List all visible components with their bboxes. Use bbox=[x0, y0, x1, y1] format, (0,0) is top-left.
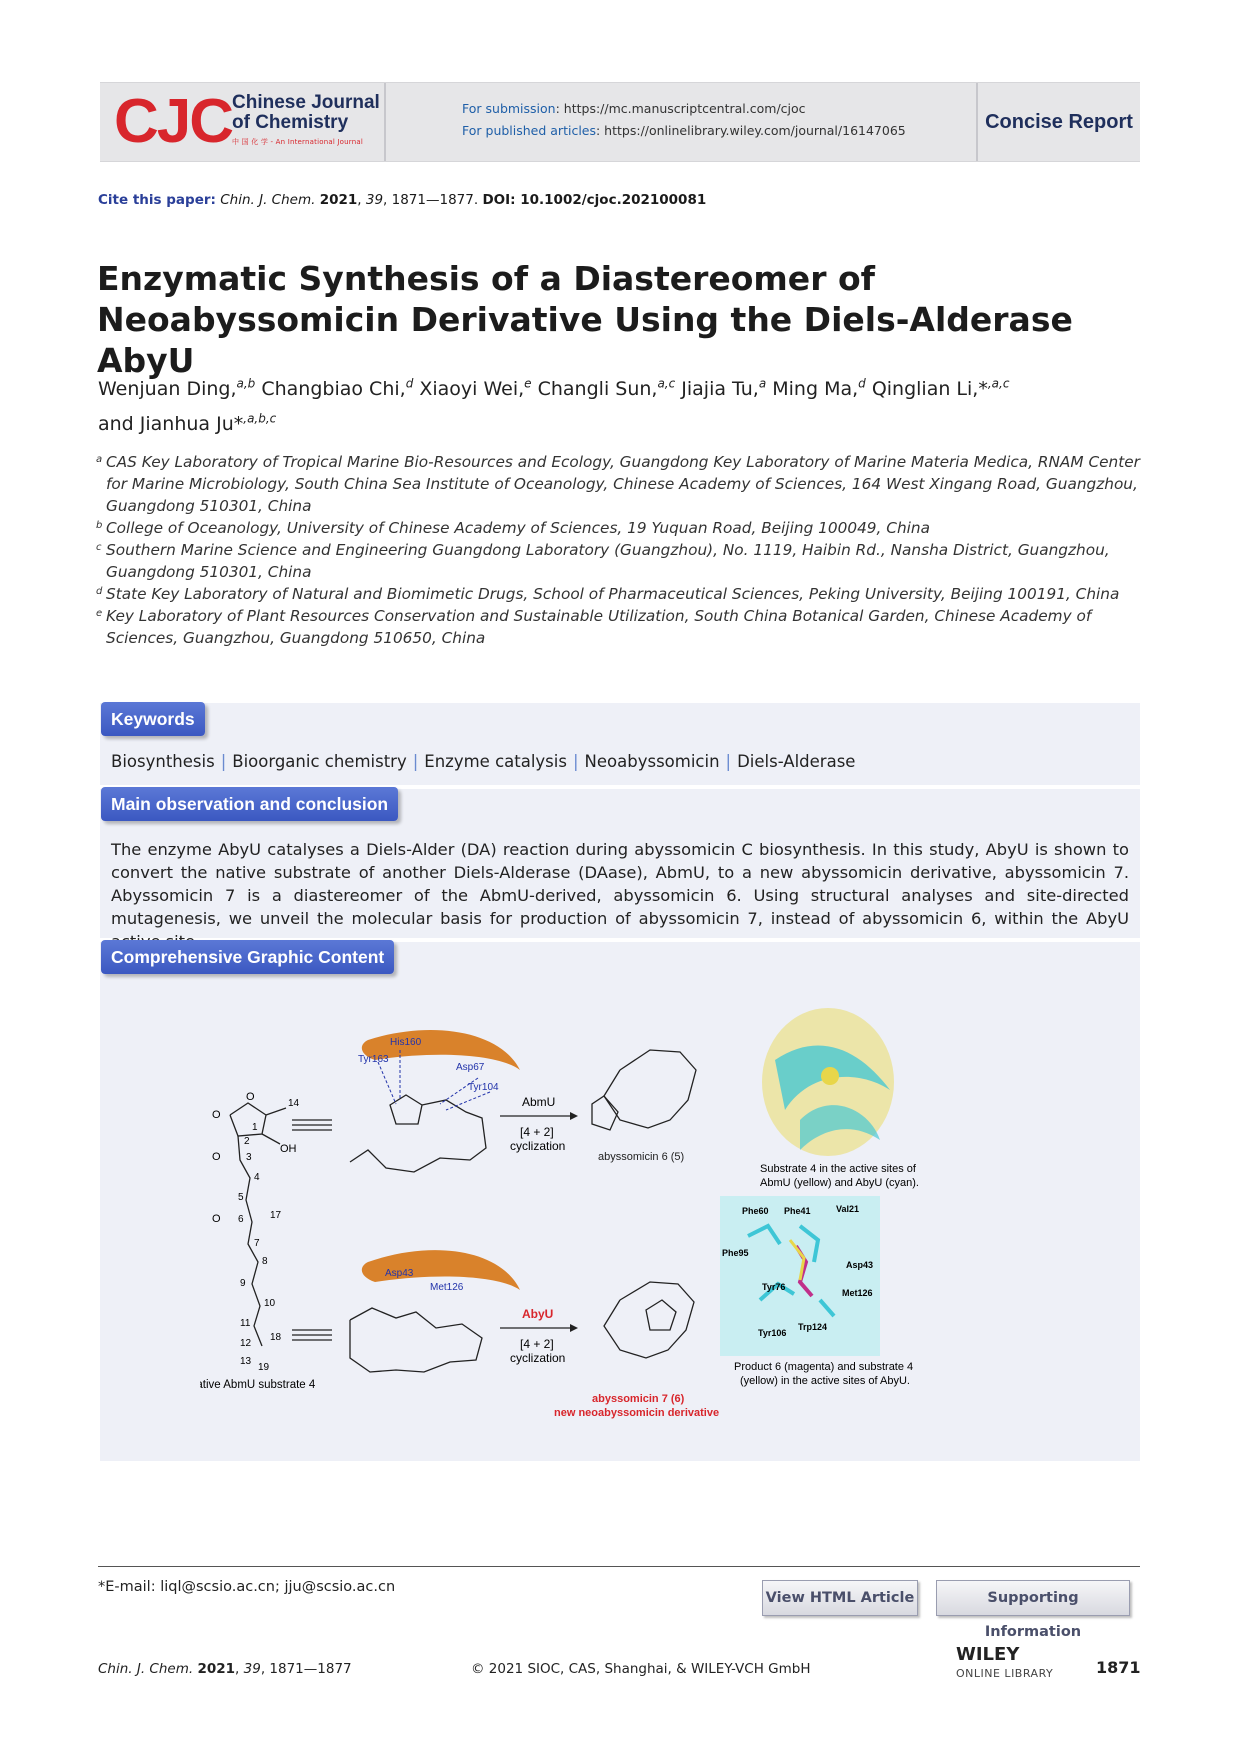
residue-label: Asp67 bbox=[456, 1062, 485, 1073]
affiliation: e Key Laboratory of Plant Resources Conservation and Sustainable Utilization, South China Botanical Garden, Chinese Academy of Sciences, Guangzhou, Guangdong 510650, China bbox=[96, 607, 1092, 647]
journal-header bbox=[100, 82, 1140, 162]
cite-line: Cite this paper: Chin. J. Chem. 2021, 39, 1871—1877. DOI: 10.1002/cjoc.202100081 bbox=[98, 192, 707, 208]
atom-number: 19 bbox=[258, 1362, 270, 1373]
author: Ming Ma,$^d$ bbox=[772, 377, 866, 401]
residue-label: Val21 bbox=[836, 1204, 860, 1214]
equivalence-sign bbox=[292, 1120, 332, 1340]
caption: (yellow) in the active sites of AbyU. bbox=[740, 1375, 910, 1387]
residue-label: Met126 bbox=[842, 1288, 873, 1298]
atom-number: 14 bbox=[288, 1098, 300, 1109]
affiliation: c Southern Marine Science and Engineering Guangdong Laboratory (Guangzhou), No. 1119, Haibin Rd., Nansha District, Guangzhou, Guangdong 510301, China bbox=[96, 541, 1110, 581]
enzyme-label: AbmU bbox=[522, 1095, 556, 1109]
bottom-macrocycle bbox=[350, 1308, 482, 1372]
atom-number: 10 bbox=[264, 1298, 276, 1309]
atom-label: O bbox=[246, 1091, 255, 1103]
wiley-logo-subtitle: ONLINE LIBRARY bbox=[956, 1667, 1054, 1680]
affiliation: a CAS Key Laboratory of Tropical Marine Bio-Resources and Ecology, Guangdong Key Laboratory of Marine Materia Medica, RNAM Center for Marine Microbiology, South China Sea Institute of Oceanology, Chinese Academy of Sciences, 164 West Xingang Road, Guangzhou, Guangdong 510301, China bbox=[96, 453, 1140, 515]
atom-number: 7 bbox=[254, 1238, 260, 1249]
atom-number: 2 bbox=[244, 1136, 250, 1147]
keyword: Enzyme catalysis bbox=[424, 752, 567, 771]
top-macrocycle bbox=[350, 1095, 486, 1172]
paper-title: Enzymatic Synthesis of a Diastereomer of Neoabyssomicin Derivative Using the Diels-Alderase AbyU bbox=[97, 259, 1073, 380]
author: Changli Sun,$^{a,c}$ bbox=[537, 377, 676, 401]
residue-label: Phe95 bbox=[722, 1248, 749, 1258]
arrow-head bbox=[570, 1112, 578, 1120]
residue-label: Phe41 bbox=[784, 1206, 811, 1216]
caption: Substrate 4 in the active sites of bbox=[760, 1163, 916, 1175]
residue-label: Phe60 bbox=[742, 1206, 769, 1216]
published-articles-link[interactable]: For published articles: https://onlinelibrary.wiley.com/journal/16147065 bbox=[462, 123, 906, 138]
cjc-logo: CJC bbox=[114, 87, 233, 156]
submission-link[interactable]: For submission: https://mc.manuscriptcentral.com/cjoc bbox=[462, 101, 806, 116]
reaction-label: cyclization bbox=[510, 1351, 566, 1365]
graphic-heading: Comprehensive Graphic Content bbox=[101, 940, 394, 974]
reaction-label: [4 + 2] bbox=[520, 1125, 554, 1139]
author: and Jianhua Ju*$^{,a,b,c}$ bbox=[98, 411, 277, 435]
footer-citation: Chin. J. Chem. 2021, 39, 1871—1877 bbox=[98, 1661, 352, 1677]
correspondence-email: *E-mail: liql@scsio.ac.cn; jju@scsio.ac.cn bbox=[98, 1579, 396, 1595]
supporting-information-button[interactable]: Supporting Information bbox=[936, 1580, 1130, 1616]
product-label: abyssomicin 7 (6) bbox=[592, 1393, 685, 1405]
atom-number: 5 bbox=[238, 1192, 244, 1203]
caption: AbmU (yellow) and AbyU (cyan). bbox=[760, 1177, 919, 1189]
journal-subtitle: 中 国 化 学 - An International Journal bbox=[232, 138, 364, 146]
atom-label: O bbox=[212, 1109, 221, 1121]
main-observation-text: The enzyme AbyU catalyses a Diels-Alder (DA) reaction during abyssomicin C biosynthesis. In this study, AbyU is shown to convert the native substrate of another Diels-Alderase (DAase), AbmU, to a new abyssomicin derivative, abyssomicin 7. Abyssomicin 7 is a diastereomer of the AbmU-derived, abyssomicin 6. Using structural analyses and site-directed mutagenesis, we unveil the molecular basis for production of abyssomicin 7, instead of abyssomicin 6, within the AbyU bbox=[111, 840, 1129, 928]
arrow-head bbox=[570, 1324, 578, 1332]
atom-number: 8 bbox=[262, 1256, 268, 1267]
atom-number: 3 bbox=[246, 1152, 252, 1163]
atom-number: 13 bbox=[240, 1356, 252, 1367]
main-observation-heading: Main observation and conclusion bbox=[101, 787, 398, 821]
keyword: Neoabyssomicin bbox=[584, 752, 720, 771]
atom-label: OH bbox=[280, 1143, 297, 1155]
author: Wenjuan Ding,$^{a,b}$ bbox=[98, 377, 256, 401]
caption: Product 6 (magenta) and substrate 4 bbox=[734, 1361, 914, 1373]
substrate-label: native AbmU substrate 4 bbox=[200, 1379, 316, 1391]
product-6-structure bbox=[604, 1282, 694, 1358]
affiliation: b College of Oceanology, University of Chinese Academy of Sciences, 19 Yuquan Road, Beijing 100049, China bbox=[96, 519, 930, 537]
residue-label: Tyr163 bbox=[358, 1054, 389, 1065]
atom-number: 11 bbox=[240, 1318, 251, 1329]
product-label: new neoabyssomicin derivative bbox=[554, 1407, 720, 1419]
keyword: Diels-Alderase bbox=[737, 752, 856, 771]
keyword-list: Biosynthesis | Bioorganic chemistry | Enzyme catalysis | Neoabyssomicin | Diels-Alderase bbox=[111, 752, 856, 771]
view-html-article-button[interactable]: View HTML Article bbox=[762, 1580, 918, 1616]
author-list bbox=[98, 370, 1138, 439]
atom-number: 17 bbox=[270, 1210, 282, 1221]
atom-number: 6 bbox=[238, 1214, 244, 1225]
author: Xiaoyi Wei,$^e$ bbox=[419, 377, 532, 401]
journal-name: Chinese Journal of Chemistry bbox=[232, 92, 380, 133]
affiliation: d State Key Laboratory of Natural and Biomimetic Drugs, School of Pharmaceutical Sciences, Peking University, Beijing 100191, China bbox=[96, 585, 1120, 603]
wiley-logo: WILEY bbox=[956, 1644, 1020, 1665]
residue-label: His160 bbox=[390, 1037, 422, 1048]
hbond-lines bbox=[378, 1050, 490, 1110]
reaction-label: [4 + 2] bbox=[520, 1337, 554, 1351]
residue-label: Tyr76 bbox=[762, 1282, 786, 1292]
keywords-heading: Keywords bbox=[101, 702, 205, 736]
author: Changbiao Chi,$^d$ bbox=[261, 377, 414, 401]
atom-label: O bbox=[212, 1213, 221, 1225]
residue-label: Tyr106 bbox=[758, 1328, 787, 1338]
atom-number: 12 bbox=[240, 1338, 252, 1349]
active-site-panel bbox=[720, 1196, 880, 1356]
protein-cartoon-top bbox=[762, 1008, 894, 1156]
keyword: Bioorganic chemistry bbox=[232, 752, 407, 771]
author: Jiajia Tu,$^a$ bbox=[681, 377, 767, 401]
author: Qinglian Li,*$^{,a,c}$ bbox=[871, 377, 1010, 401]
graphical-abstract bbox=[200, 1000, 1100, 1450]
page-number: 1871 bbox=[1096, 1658, 1141, 1677]
residue-label: Met126 bbox=[430, 1282, 464, 1293]
residue-label: Asp43 bbox=[846, 1260, 874, 1270]
keyword: Biosynthesis bbox=[111, 752, 215, 771]
atom-number: 18 bbox=[270, 1332, 282, 1343]
atom-number: 4 bbox=[254, 1172, 260, 1183]
header-divider bbox=[384, 83, 386, 161]
residue-label: Asp43 bbox=[385, 1268, 414, 1279]
atom-number: 1 bbox=[252, 1122, 258, 1133]
enzyme-label: AbyU bbox=[522, 1307, 554, 1321]
residue-label: Tyr104 bbox=[468, 1082, 499, 1093]
article-type: Concise Report bbox=[985, 111, 1133, 133]
product-label: abyssomicin 6 (5) bbox=[598, 1151, 685, 1163]
reaction-label: cyclization bbox=[510, 1139, 566, 1153]
footer-divider bbox=[98, 1566, 1140, 1567]
residue-label: Trp124 bbox=[798, 1322, 828, 1332]
copyright: © 2021 SIOC, CAS, Shanghai, & WILEY-VCH GmbH bbox=[471, 1661, 811, 1677]
atom-label: O bbox=[212, 1151, 221, 1163]
doi-link[interactable]: DOI: 10.1002/cjoc.202100081 bbox=[482, 192, 707, 208]
affiliations bbox=[96, 451, 1156, 649]
product-5-structure bbox=[592, 1050, 696, 1130]
scheme-drawing bbox=[200, 1000, 1100, 1450]
atom-number: 9 bbox=[240, 1278, 246, 1289]
